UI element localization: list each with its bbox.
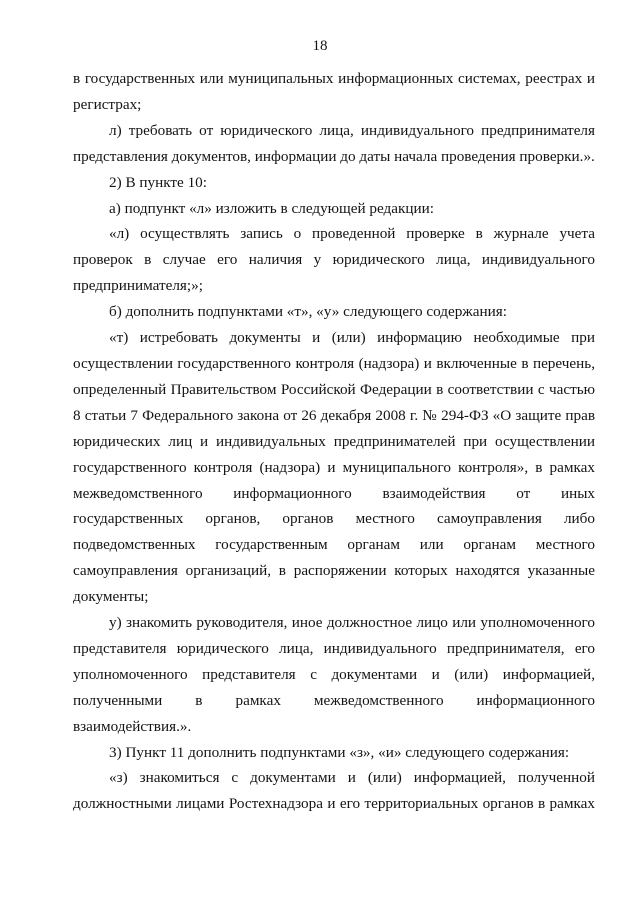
- paragraph-continuation: в государственных или муниципальных информационных системах, реестрах и регистрах;: [73, 70, 595, 113]
- page-body: [73, 66, 595, 817]
- paragraph-subitem-b: б) дополнить подпунктами «т», «у» следующего содержания:: [109, 303, 507, 321]
- paragraph-point-11: 3) Пункт 11 дополнить подпунктами «з», «и» следующего содержания:: [109, 743, 570, 761]
- paragraph-item-u: у) знакомить руководителя, иное должностное лицо или уполномоченного представителя юридического лица, индивидуального предпринимателя, его уполномоченного представителя с документами и (или) информацией, полученными в рамках межведомственного информационного взаимодействия.».: [73, 614, 595, 735]
- page-number: 18: [312, 38, 328, 54]
- paragraph-subitem-a: а) подпункт «л» изложить в следующей редакции:: [109, 199, 434, 217]
- paragraph-item-l-require: л) требовать от юридического лица, индивидуального предпринимателя представления документов, информации до даты начала проведения проверки.».: [73, 121, 595, 165]
- paragraph-item-z: «з) знакомиться с документами и (или) информацией, полученной должностными лицами Ростехнадзора и его территориальных органов в рамках: [73, 769, 595, 813]
- paragraph-item-l-record: «л) осуществлять запись о проведенной проверке в журнале учета проверок в случае его наличия у юридического лица, индивидуального предпринимателя;»;: [73, 225, 595, 295]
- paragraph-item-t: «т) истребовать документы и (или) информацию необходимые при осуществлении государственного контроля (надзора) и включенные в перечень, определенный Правительством Российской Федерации в соответствии с частью 8 статьи 7 Федерального закона от 26 декабря 2008 г. № 294-ФЗ «О защите прав юридических лиц и индивидуальных предпринимателей при осуществлении государственного контроля (надзора) и муниципального контроля», в рамках межведомственного информационного взаимодействия от иных государственных органов, органов местного самоуправления либо подведомственных государственным органам или органам местного самоуправления организаций, в распоряжении которых находятся указанные документы;: [73, 329, 595, 606]
- paragraph-point-10: 2) В пункте 10:: [109, 173, 207, 191]
